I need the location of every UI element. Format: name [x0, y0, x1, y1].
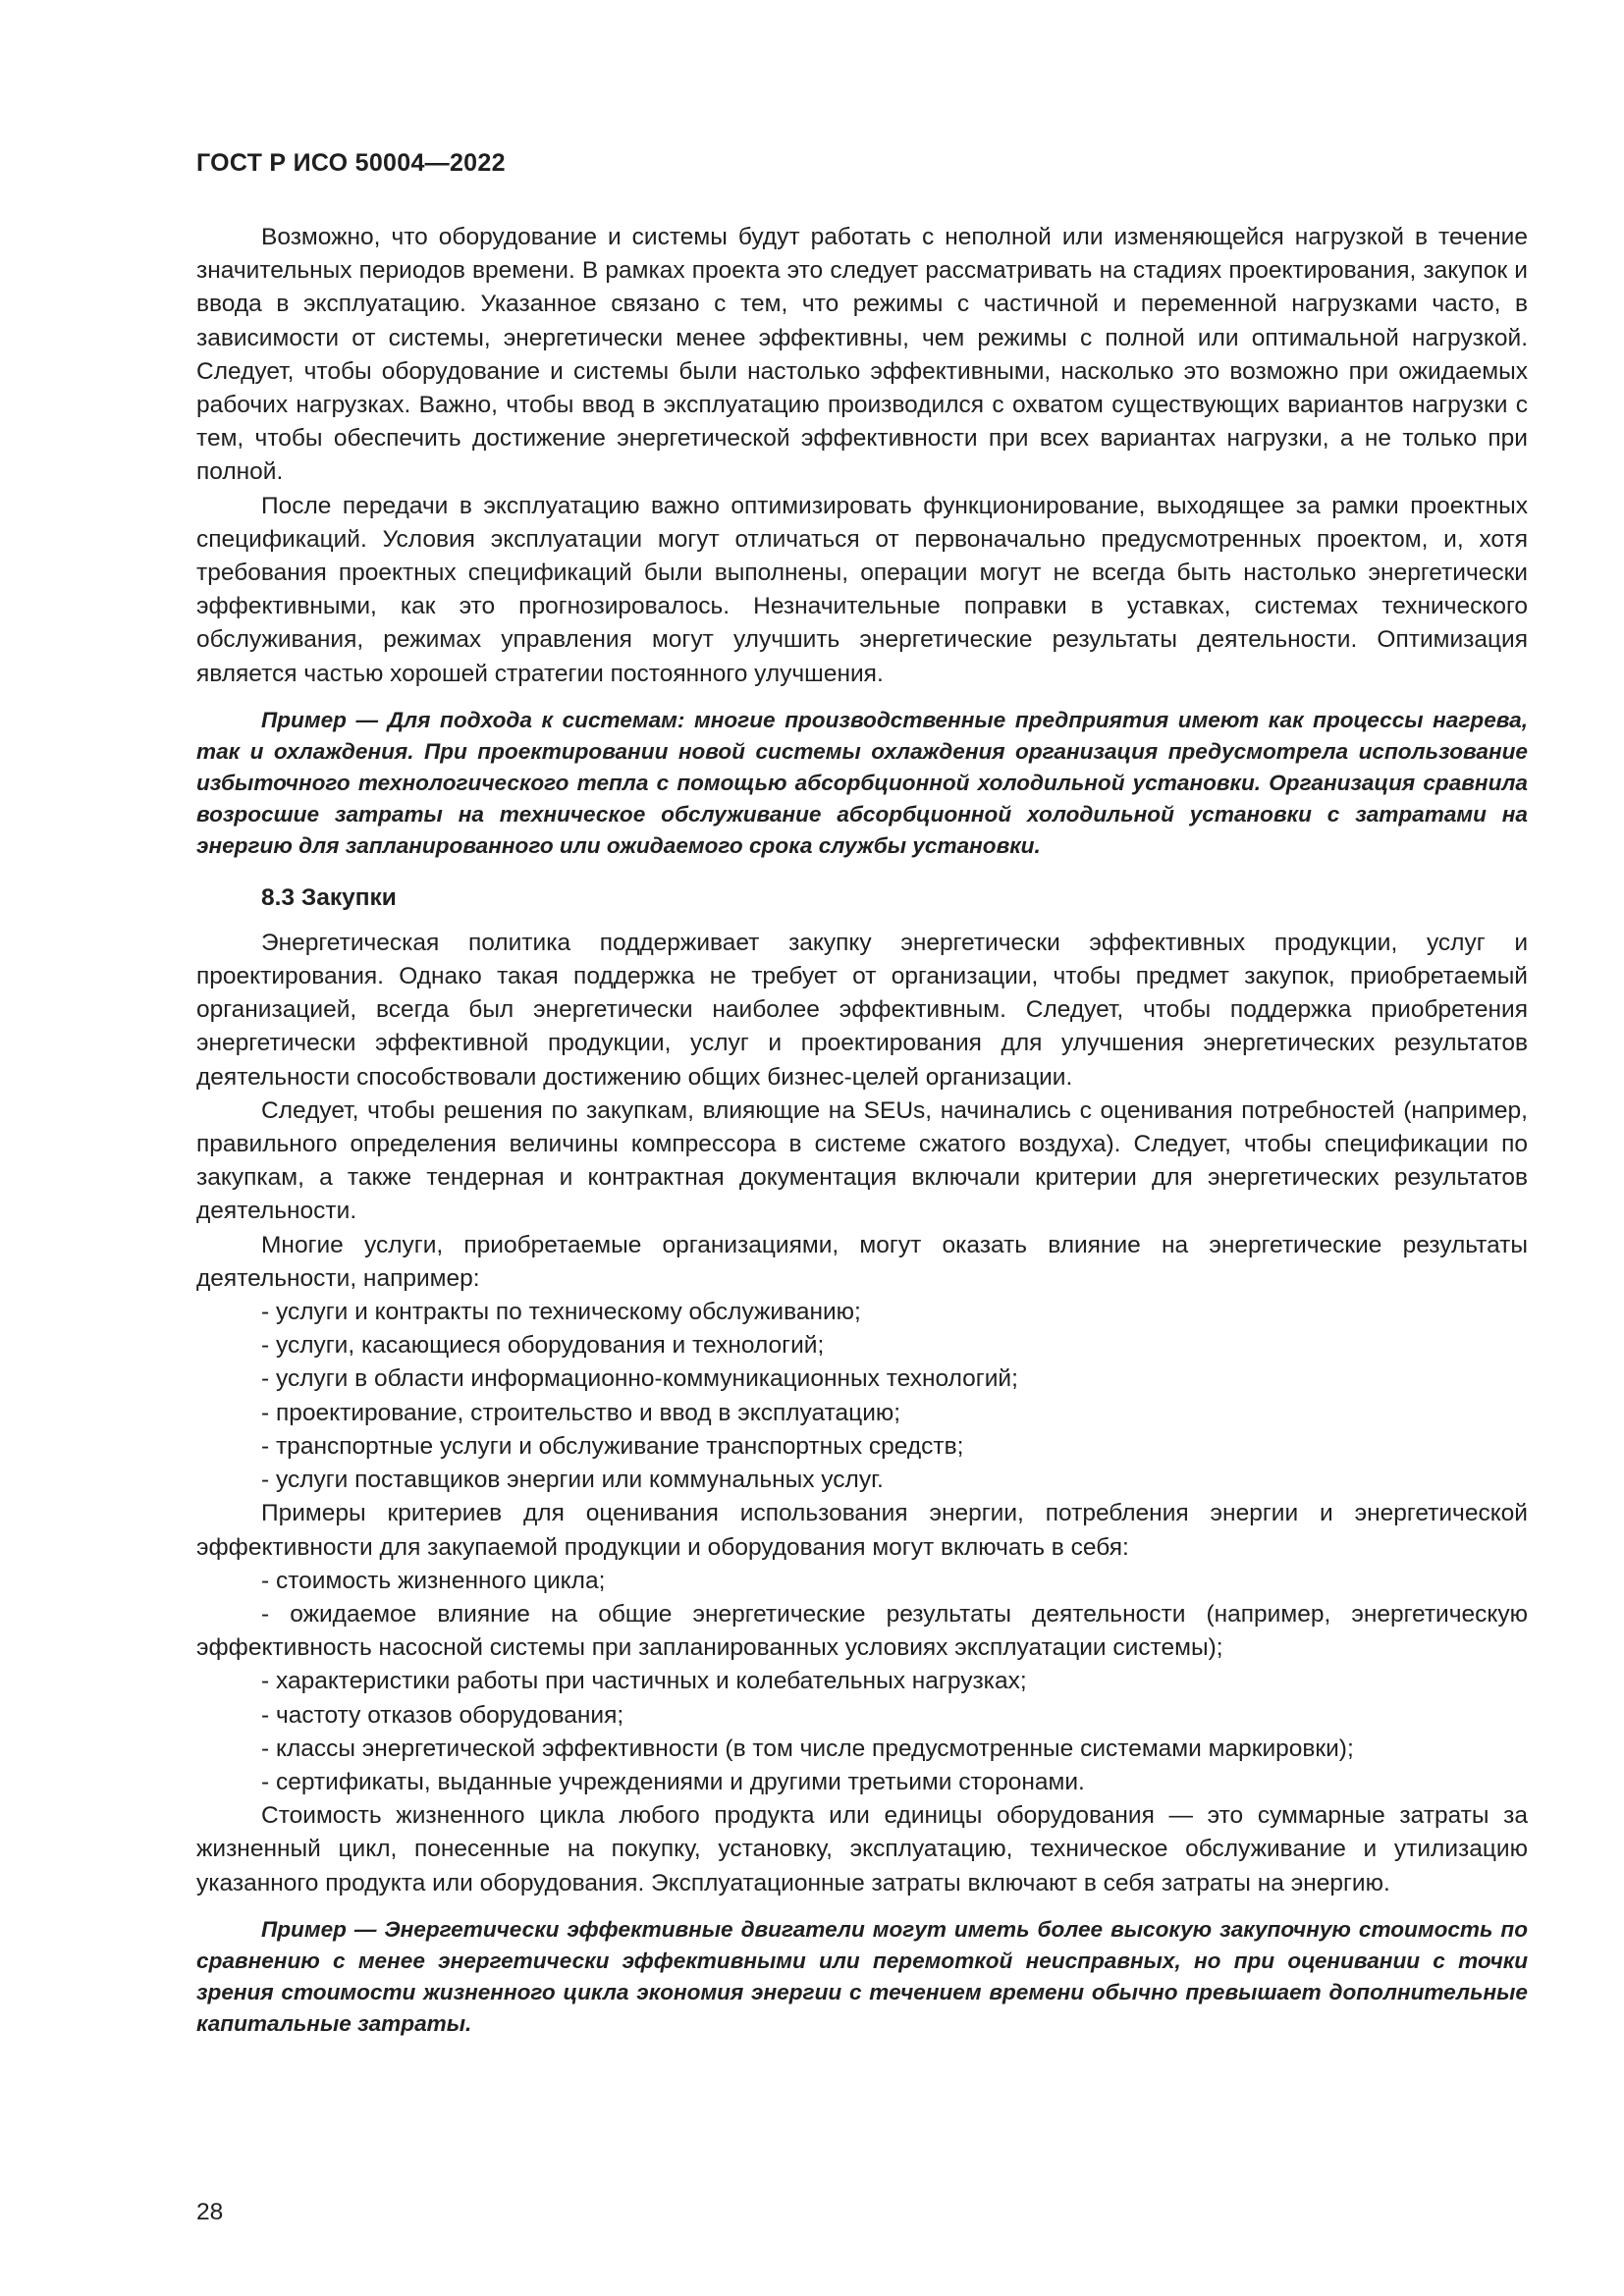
- example-note: Пример — Для подхода к системам: многие производственные предприятия имеют как процессы нагрева, так и охлаждения. При проектировании новой системы охлаждения организация предусмотрела использование избыточного технологического тепла с помощью абсорбционной холодильной установки. Организация сравнила возросшие затраты на техническое обслуживание абсорбционной холодильной установки с затратами на энергию для запланированного или ожидаемого срока службы установки.: [196, 707, 1528, 858]
- paragraph: Многие услуги, приобретаемые организациями, могут оказать влияние на энергетические результаты деятельности, например:: [196, 1231, 1528, 1292]
- page-content: [196, 221, 1528, 2040]
- list-item: - услуги в области информационно-коммуникационных технологий;: [261, 1365, 1018, 1393]
- list-item: - услуги поставщиков энергии или коммунальных услуг.: [261, 1467, 884, 1494]
- list-item: - услуги, касающиеся оборудования и технологий;: [261, 1332, 825, 1360]
- paragraph: Следует, чтобы решения по закупкам, влияющие на SEUs, начинались с оценивания потребностей (например, правильного определения величины компрессора в системе сжатого воздуха). Следует, чтобы спецификации по закупкам, а также тендерная и контрактная документация включали критерии для энергетических результатов деятельности.: [196, 1096, 1528, 1225]
- paragraph: Стоимость жизненного цикла любого продукта или единицы оборудования — это суммарные затраты за жизненный цикл, понесенные на покупку, установку, эксплуатацию, техническое обслуживание и утилизацию указанного продукта или оборудования. Эксплуатационные затраты включают в себя затраты на энергию.: [196, 1802, 1528, 1896]
- example-note: Пример — Энергетически эффективные двигатели могут иметь более высокую закупочную стоимость по сравнению с менее энергетически эффективными или перемоткой неисправных, но при оценивании с точки зрения стоимости жизненного цикла экономия энергии с течением времени обычно превышает дополнительные капитальные затраты.: [196, 1916, 1528, 2036]
- paragraph: Примеры критериев для оценивания использования энергии, потребления энергии и энергетической эффективности для закупаемой продукции и оборудования могут включать в себя:: [196, 1500, 1528, 1561]
- list-item: - услуги и контракты по техническому обслуживанию;: [261, 1299, 861, 1326]
- list-item: - стоимость жизненного цикла;: [261, 1567, 606, 1594]
- page-number: 28: [196, 2199, 224, 2225]
- list-item: - классы энергетической эффективности (в том числе предусмотренные системами маркировки);: [261, 1735, 1354, 1762]
- list-item: - транспортные услуги и обслуживание транспортных средств;: [261, 1432, 964, 1460]
- paragraph: Энергетическая политика поддерживает закупку энергетически эффективных продукции, услуг и проектирования. Однако такая поддержка не требует от организации, чтобы предмет закупок, приобретаемый организацией, всегда был энергетически наиболее эффективным. Следует, чтобы поддержка приобретения энергетически эффективной продукции, услуг и проектирования для улучшения энергетических результатов деятельности способствовали достижению общих бизнес-целей организации.: [196, 929, 1528, 1091]
- standard-header: ГОСТ Р ИСО 50004—2022: [196, 149, 506, 177]
- paragraph: После передачи в эксплуатацию важно оптимизировать функционирование, выходящее за рамки проектных спецификаций. Условия эксплуатации могут отличаться от первоначально предусмотренных проектом, и, хотя требования проектных спецификаций были выполнены, операции могут не всегда быть настолько энергетически эффективными, как это прогнозировалось. Незначительные поправки в уставках, системах технического обслуживания, режимах управления могут улучшить энергетические результаты деятельности. Оптимизация является частью хорошей стратегии постоянного улучшения.: [196, 492, 1528, 687]
- paragraph: Возможно, что оборудование и системы будут работать с неполной или изменяющейся нагрузкой в течение значительных периодов времени. В рамках проекта это следует рассматривать на стадиях проектирования, закупок и ввода в эксплуатацию. Указанное связано с тем, что режимы с частичной и переменной нагрузками часто, в зависимости от системы, энергетически менее эффективны, чем режимы с полной или оптимальной нагрузкой. Следует, чтобы оборудование и системы были настолько эффективными, насколько это возможно при ожидаемых рабочих нагрузках. Важно, чтобы ввод в эксплуатацию производился с охватом существующих вариантов нагрузки с тем, чтобы обеспечить достижение энергетической эффективности при всех вариантах нагрузки, а не только при полной.: [196, 224, 1528, 486]
- list-item: - частоту отказов оборудования;: [261, 1701, 624, 1729]
- section-heading: 8.3 Закупки: [261, 883, 397, 911]
- list-item: - проектирование, строительство и ввод в эксплуатацию;: [261, 1399, 901, 1426]
- list-item: - ожидаемое влияние на общие энергетические результаты деятельности (например, энергетическую эффективность насосной системы при запланированных условиях эксплуатации системы);: [196, 1600, 1528, 1662]
- list-item: - характеристики работы при частичных и колебательных нагрузках;: [261, 1668, 1027, 1695]
- list-item: - сертификаты, выданные учреждениями и другими третьими сторонами.: [261, 1768, 1085, 1795]
